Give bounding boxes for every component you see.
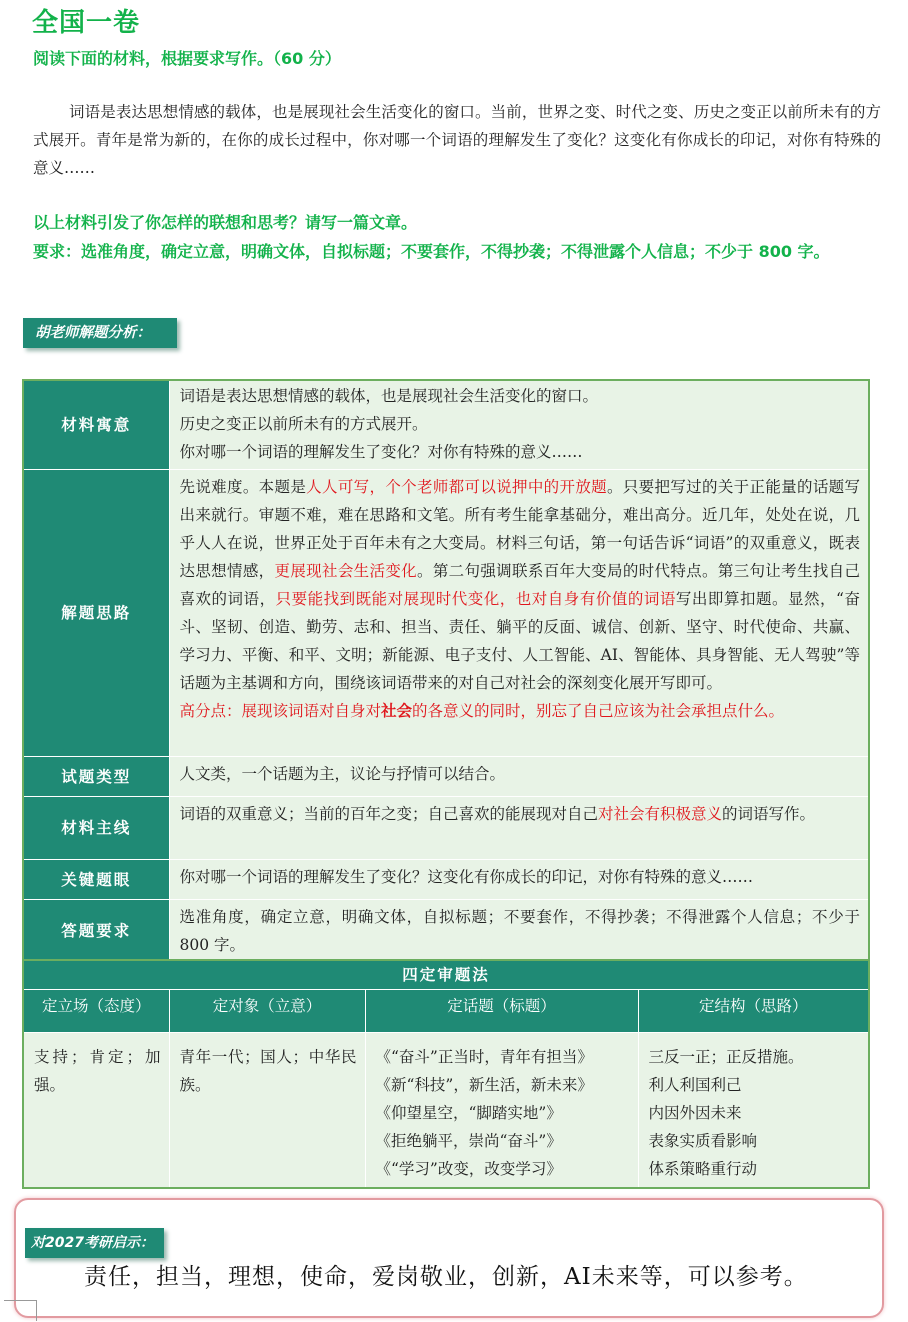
four-header: 定话题（标题） xyxy=(365,990,638,1033)
analysis-tag: 胡老师解题分析： xyxy=(23,318,177,348)
yuyi-line: 你对哪一个词语的理解发生了变化？对你有特殊的意义…… xyxy=(179,443,583,461)
cell-silu xyxy=(169,470,869,757)
page-corner-mark xyxy=(4,1300,37,1321)
silu-text: 写出即算扣题。显然，“奋斗、坚韧、创造、勤劳、志和、担当、责任、躺平的反面、诚信、创新、坚守、时代使命、共赢、学习力、平衡、和平、文明；新能源、电子支付、人工智能、AI、智能体、具身智能、无人驾驶”等话题为主基调和方向，围绕该词语带来的对自己对社会的深刻变化展开写即可。 xyxy=(179,590,860,692)
label-leixing: 试题类型 xyxy=(23,757,169,797)
stance-cell: 支持；肯定；加强。 xyxy=(23,1033,169,1189)
silu-highlight: 更展现社会生活变化 xyxy=(274,562,417,580)
structure-item: 三反一正；正反措施。 xyxy=(648,1048,804,1066)
instruction: 阅读下面的材料，根据要求写作。（60 分） xyxy=(33,49,341,68)
silu-highlight: 人人可写，个个老师都可以说押中的开放题 xyxy=(306,478,607,496)
insight-text: 责任，担当，理想，使命，爱岗敬业，创新，AI未来等，可以参考。 xyxy=(84,1264,808,1290)
topic-title: 《“奋斗”正当时，青年有担当》 xyxy=(375,1048,593,1066)
structure-item: 内因外因未来 xyxy=(648,1104,742,1122)
gaofen-point: 高分点：展现该词语对自身对 xyxy=(179,702,382,720)
exam-title: 全国一卷 xyxy=(32,8,141,38)
insight-tag: 对2027考研启示： xyxy=(25,1228,164,1258)
zhuxian-text: 的词语写作。 xyxy=(722,805,816,823)
silu-text: 。第二句强调联系百年大变局的时代特点。第三句让考生找自己喜欢的词语， xyxy=(179,562,860,608)
prompt-requirements: 要求：选准角度，确定立意，明确文体，自拟标题；不要套作，不得抄袭；不得泄露个人信息；不少于 800 字。 xyxy=(33,242,830,261)
four-method-title: 四定审题法 xyxy=(23,960,869,990)
silu-highlight: 只要能找到既能对展现时代变化，也对自身有价值的词语 xyxy=(275,590,676,608)
cell-yuyi xyxy=(169,380,869,470)
topic-title: 《新“科技”，新生活，新未来》 xyxy=(375,1076,593,1094)
label-zhuxian: 材料主线 xyxy=(23,797,169,860)
gaofen-point: 的各意义的同时，别忘了自己应该为社会承担点什么。 xyxy=(412,702,785,720)
label-yuyi: 材料寓意 xyxy=(23,380,169,470)
structure-cell xyxy=(638,1033,869,1189)
silu-text: 。只要把写过的关于正能量的话题写出来就行。审题不难，难在思路和文笔。所有考生能拿基础分，难出高分。近几年，处处在说，几乎人人在说，世界正处于百年未有之大变局。材料三句话，第一句话告诉“词语”的双重意义，既表达思想情感， xyxy=(179,478,860,580)
silu-text: 先说难度。本题是 xyxy=(179,478,307,496)
object-cell: 青年一代；国人；中华民族。 xyxy=(169,1033,365,1189)
yuyi-line: 词语是表达思想情感的载体，也是展现社会生活变化的窗口。 xyxy=(179,387,599,405)
topic-title: 《仰望星空，“脚踏实地”》 xyxy=(375,1104,562,1122)
gaofen-point-bold: 社会 xyxy=(381,701,413,720)
structure-item: 表象实质看影响 xyxy=(648,1132,758,1150)
label-tiyan: 关键题眼 xyxy=(23,860,169,900)
topic-cell xyxy=(365,1033,638,1189)
material-paragraph: 词语是表达思想情感的载体，也是展现社会生活变化的窗口。当前，世界之变、时代之变、历史之变正以前所未有的方式展开。青年是常为新的，在你的成长过程中，你对哪一个词语的理解发生了变化？这变化有你成长的印记，对你有特殊的意义…… xyxy=(33,103,881,177)
topic-title: 《拒绝躺平，崇尚“奋斗”》 xyxy=(375,1132,562,1150)
cell-zhuxian xyxy=(169,797,869,860)
analysis-table xyxy=(22,379,870,964)
four-method-table xyxy=(22,959,870,1189)
prompt-line-1: 以上材料引发了你怎样的联想和思考？请写一篇文章。 xyxy=(33,213,418,232)
four-header: 定结构（思路） xyxy=(638,990,869,1033)
zhuxian-text: 词语的双重意义；当前的百年之变；自己喜欢的能展现对自己 xyxy=(179,805,599,823)
topic-title: 《“学习”改变，改变学习》 xyxy=(375,1160,562,1178)
label-silu: 解题思路 xyxy=(23,470,169,757)
writing-prompt xyxy=(33,208,883,266)
structure-item: 利人利国利己 xyxy=(648,1076,742,1094)
four-header: 定立场（态度） xyxy=(23,990,169,1033)
cell-tiyan: 你对哪一个词语的理解发生了变化？这变化有你成长的印记，对你有特殊的意义…… xyxy=(169,860,869,900)
label-yaoqiu: 答题要求 xyxy=(23,900,169,964)
cell-leixing: 人文类，一个话题为主，议论与抒情可以结合。 xyxy=(169,757,869,797)
four-header: 定对象（立意） xyxy=(169,990,365,1033)
structure-item: 体系策略重行动 xyxy=(648,1160,758,1178)
zhuxian-highlight: 对社会有积极意义 xyxy=(598,805,723,823)
yuyi-line: 历史之变正以前所未有的方式展开。 xyxy=(179,415,428,433)
cell-yaoqiu: 选准角度，确定立意，明确文体，自拟标题；不要套作，不得抄袭；不得泄露个人信息；不少于 800 字。 xyxy=(169,900,869,964)
